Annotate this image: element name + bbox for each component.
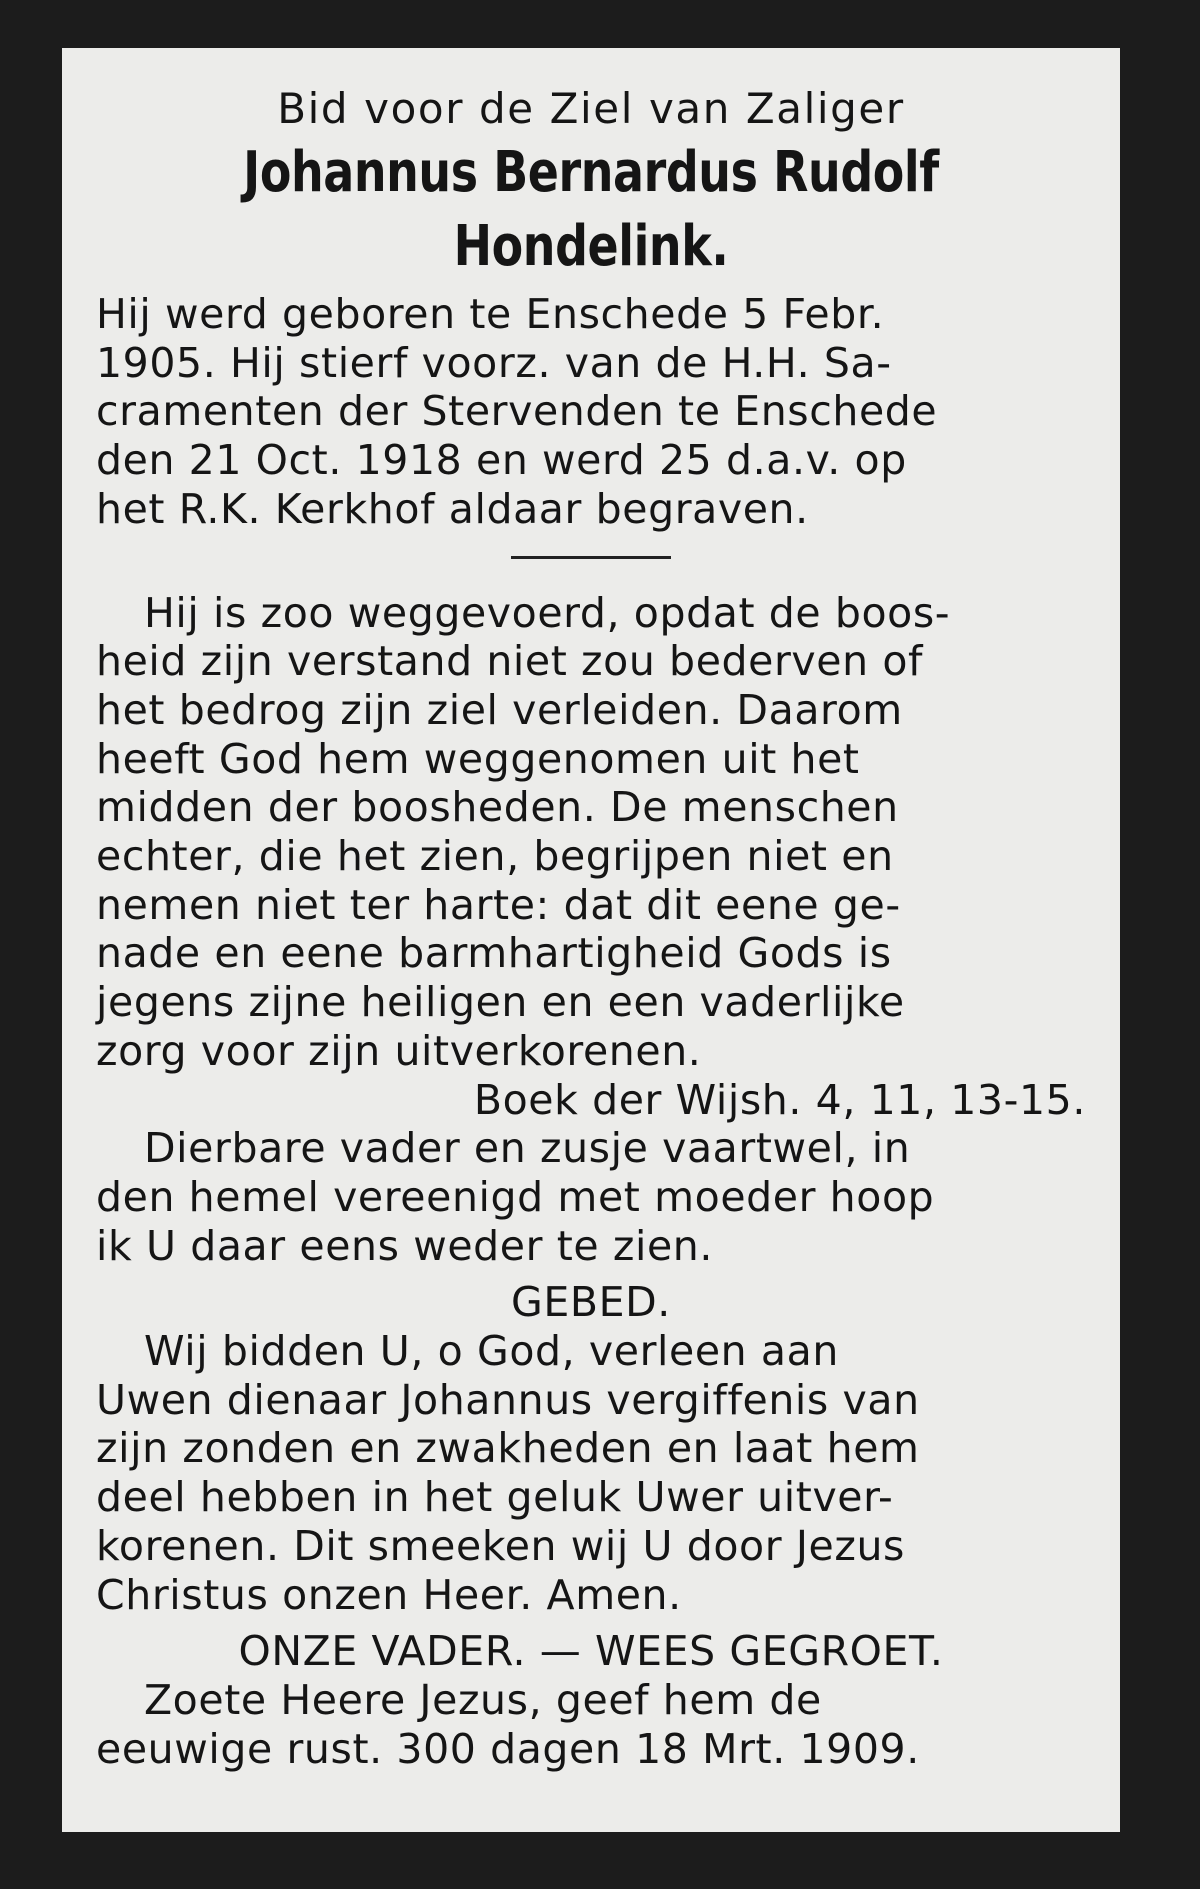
indulgence-line: Zoete Heere Jezus, geef hem de — [144, 1675, 822, 1724]
scripture-line: Hij is zoo weggevoerd, opdat de boos- — [144, 588, 951, 637]
prayer-line: korenen. Dit smeeken wij U door Jezus — [96, 1521, 906, 1570]
deceased-name: Johannus Bernardus Rudolf Hondelink. — [243, 140, 939, 279]
prayer-line: Uwen dienaar Johannus vergiffenis van — [96, 1375, 920, 1424]
scripture-line: heeft God hem weggenomen uit het — [96, 734, 860, 783]
scripture-line: jegens zijne heiligen en een vaderlijke — [96, 978, 905, 1027]
divider-rule — [511, 556, 671, 559]
bio-line-text: het R.K. Kerkhof aldaar begraven. — [96, 484, 809, 533]
bio-line — [96, 485, 1086, 534]
prayer-line: Christus onzen Heer. Amen. — [96, 1570, 682, 1619]
scripture-line: het bedrog zijn ziel verleiden. Daarom — [96, 685, 903, 734]
bio-line — [96, 436, 1086, 485]
prayer-block — [96, 1327, 1086, 1619]
prayer-title: GEBED. — [511, 1278, 671, 1327]
biography-block — [96, 290, 1086, 534]
farewell-block — [96, 1124, 1086, 1270]
scripture-line: nade en eene barmhartigheid Gods is — [96, 929, 892, 978]
scripture-line: midden der boosheden. De menschen — [96, 783, 899, 832]
scripture-reference: Boek der Wijsh. 4, 11, 13-15. — [473, 1075, 1086, 1124]
spacer — [96, 1270, 1086, 1278]
bio-line-text: cramenten der Stervenden te Enschede — [96, 387, 938, 436]
scripture-line: echter, die het zien, begrijpen niet en — [96, 832, 894, 881]
memorial-card — [62, 48, 1120, 1832]
prayer-line: Wij bidden U, o God, verleen aan — [144, 1327, 839, 1376]
prayer-line: deel hebben in het geluk Uwer uitver- — [96, 1473, 894, 1522]
scripture-line: zorg voor zijn uitverkorenen. — [96, 1026, 702, 1075]
farewell-line: ik U daar eens weder te zien. — [96, 1221, 713, 1270]
scripture-line: nemen niet ter harte: dat dit eene ge- — [96, 880, 901, 929]
bio-line — [96, 387, 1086, 436]
indulgence-block — [96, 1676, 1086, 1773]
card-heading: Bid voor de Ziel van Zaliger — [277, 84, 905, 133]
indulgence-line: eeuwige rust. 300 dagen 18 Mrt. 1909. — [96, 1724, 920, 1773]
farewell-line: den hemel vereenigd met moeder hoop — [96, 1172, 935, 1221]
bio-line-text: Hij werd geboren te Enschede 5 Febr. — [96, 290, 885, 338]
bio-line-text: 1905. Hij stierf voorz. van de H.H. Sa- — [96, 338, 892, 387]
spacer — [96, 1619, 1086, 1627]
prayers-named: ONZE VADER. — WEES GEGROET. — [238, 1627, 944, 1676]
prayer-line: zijn zonden en zwakheden en laat hem — [96, 1424, 920, 1473]
farewell-line: Dierbare vader en zusje vaartwel, in — [144, 1124, 911, 1173]
bio-line — [96, 339, 1086, 388]
scripture-block — [96, 589, 1086, 1125]
bio-line — [96, 290, 1086, 339]
scripture-line: heid zijn verstand niet zou bederven of — [96, 637, 924, 686]
bio-line-text: den 21 Oct. 1918 en werd 25 d.a.v. op — [96, 436, 907, 485]
